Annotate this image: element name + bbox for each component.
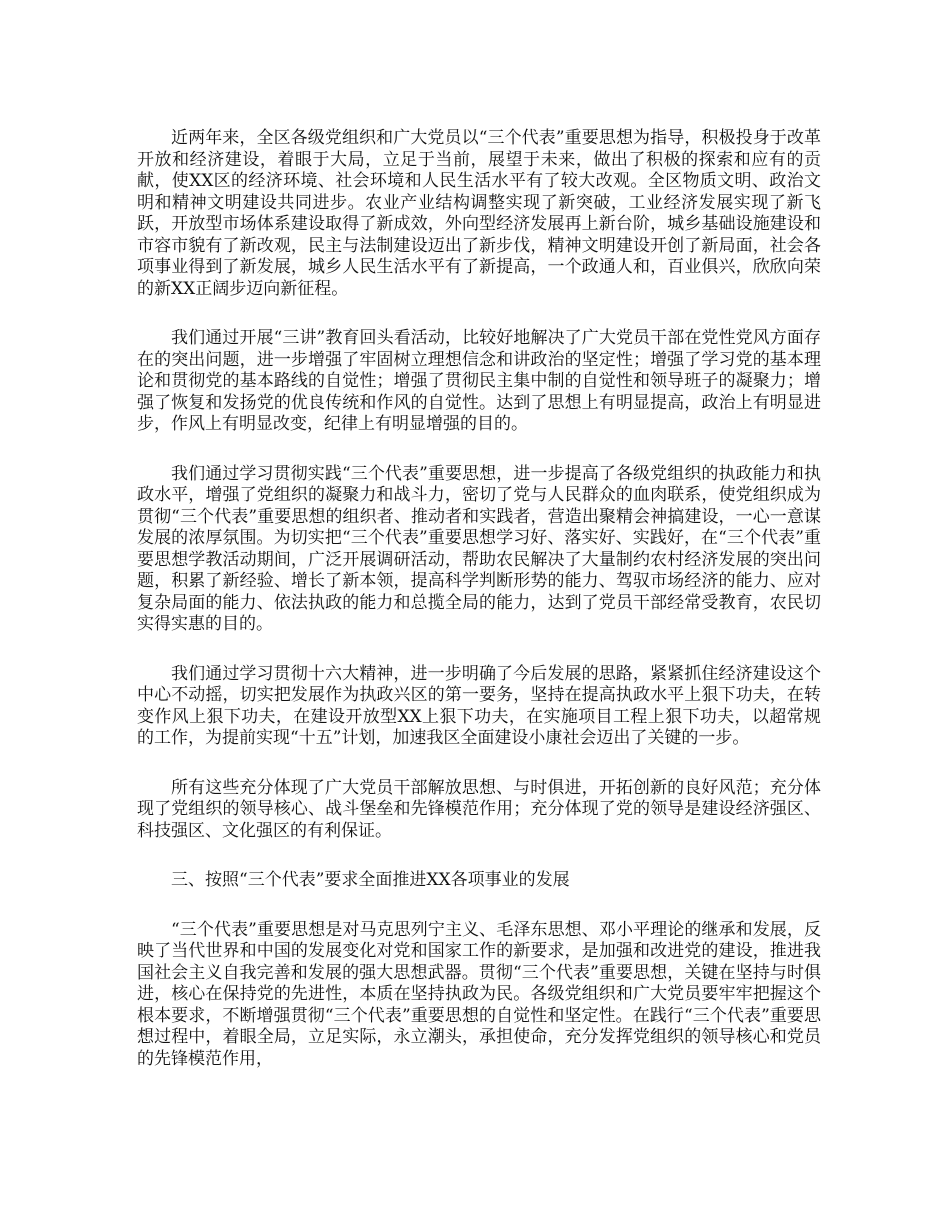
section-heading: 三、按照“三个代表”要求全面推进XX各项事业的发展: [171, 870, 570, 890]
paragraph-three-represents: 我们通过学习贯彻实践“三个代表”重要思想，进一步提高了各级党组织的执政能力和执政水平，增强了党组织的凝聚力和战斗力，密切了党与人民群众的血肉联系，使党组织成为贯彻“三个代表”重要思想的组织者、推动者和实践者，营造出聚精会神搞建设，一心一意谋发展的浓厚氛围。为切实把“三个代表”重要思想学习好、落实好、实践好，在“三个代表”重要思想学教活动期间，广泛开展调研活动，帮助农民解决了大量制约农村经济发展的突出问题，积累了新经验、增长了新本领，提高科学判断形势的能力、驾驭市场经济的能力、应对复杂局面的能力、依法执政的能力和总揽全局的能力，达到了党员干部经常受教育，农民切实得实惠的目的。: [137, 463, 821, 634]
paragraph-section-three-intro: “三个代表”重要思想是对马克思列宁主义、毛泽东思想、邓小平理论的继承和发展，反映了当代世界和中国的发展变化对党和国家工作的新要求，是加强和改进党的建设，推进我国社会主义自我完善和发展的强大思想武器。贯彻“三个代表”重要思想，关键在坚持与时俱进，核心在保持党的先进性，本质在坚持执政为民。各级党组织和广大党员要牢牢把握这个根本要求，不断增强贯彻“三个代表”重要思想的自觉性和坚定性。在践行“三个代表”重要思想过程中，着眼全局，立足实际，永立潮头，承担使命，充分发挥党组织的领导核心和党员的先锋模范作用，: [137, 919, 821, 1069]
paragraph-sixteenth-congress: 我们通过学习贯彻十六大精神，进一步明确了今后发展的思路，紧紧抓住经济建设这个中心不动摇，切实把发展作为执政兴区的第一要务，坚持在提高执政水平上狠下功夫，在转变作风上狠下功夫，在建设开放型XX上狠下功夫，在实施项目工程上狠下功夫，以超常规的工作，为提前实现“十五”计划，加速我区全面建设小康社会迈出了关键的一步。: [137, 663, 821, 748]
paragraph-summary: 所有这些充分体现了广大党员干部解放思想、与时俱进，开拓创新的良好风范；充分体现了党组织的领导核心、战斗堡垒和先锋模范作用；充分体现了党的领导是建设经济强区、科技强区、文化强区的有利保证。: [137, 777, 821, 841]
paragraph-achievements: 近两年来，全区各级党组织和广大党员以“三个代表”重要思想为指导，积极投身于改革开放和经济建设，着眼于大局，立足于当前，展望于未来，做出了积极的探索和应有的贡献，使XX区的经济环境、社会环境和人民生活水平有了较大改观。全区物质文明、政治文明和精神文明建设共同进步。农业产业结构调整实现了新突破，工业经济发展实现了新飞跃，开放型市场体系建设取得了新成效，外向型经济发展再上新台阶，城乡基础设施建设和市容市貌有了新改观，民主与法制建设迈出了新步伐，精神文明建设开创了新局面，社会各项事业得到了新发展，城乡人民生活水平有了新提高，一个政通人和，百业俱兴，欣欣向荣的新XX正阔步迈向新征程。: [137, 128, 821, 299]
document-body: [137, 128, 821, 1098]
paragraph-three-talks: 我们通过开展“三讲”教育回头看活动，比较好地解决了广大党员干部在党性党风方面存在的突出问题，进一步增强了牢固树立理想信念和讲政治的坚定性；增强了学习党的基本理论和贯彻党的基本路线的自觉性；增强了贯彻民主集中制的自觉性和领导班子的凝聚力；增强了恢复和发扬党的优良传统和作风的自觉性。达到了思想上有明显提高，政治上有明显进步，作风上有明显改变，纪律上有明显增强的目的。: [137, 328, 821, 434]
